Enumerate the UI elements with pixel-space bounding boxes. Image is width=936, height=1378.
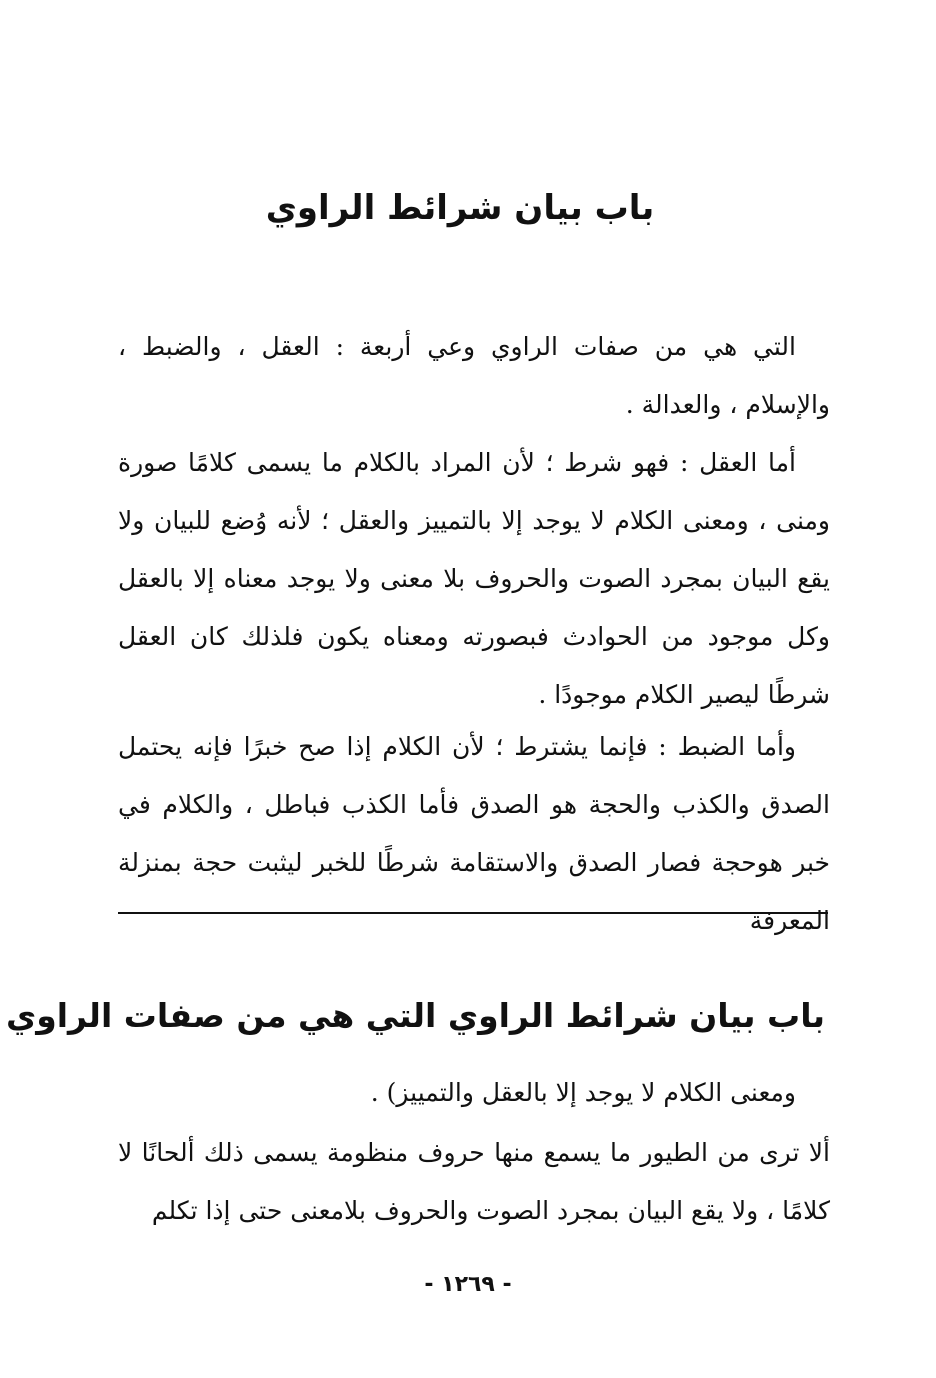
text-block-precision: [118, 718, 830, 950]
paragraph-quote: ومعنى الكلام لا يوجد إلا بالعقل والتمييز) .: [370, 1078, 796, 1107]
paragraph-precision: وأما الضبط : فإنما يشترط ؛ لأن الكلام إذا صح خبرًا فإنه يحتمل الصدق والكذب والحجة هو الصدق فأما الكذب فباطل ، والكلام في خبر هوحجة فصار الصدق والاستقامة شرطًا للخبر ليثبت حجة بمنزلة المعرفة: [118, 732, 830, 935]
text-block-reason: [118, 434, 830, 724]
page-number: - ١٢٦٩ -: [424, 1272, 512, 1297]
paragraph-intro: التي هي من صفات الراوي وعي أربعة : العقل ، والضبط ، والإسلام ، والعدالة .: [118, 332, 830, 419]
text-block-intro: [118, 318, 830, 434]
text-block-commentary: [118, 1124, 830, 1240]
text-block-quote: [118, 1064, 830, 1122]
commentary-heading: باب بيان شرائط الراوي التي هي من صفات الراوي: [5, 996, 825, 1035]
chapter-heading: باب بيان شرائط الراوي: [265, 188, 655, 228]
footnote-separator-line: [118, 912, 828, 914]
paragraph-reason: أما العقل : فهو شرط ؛ لأن المراد بالكلام ما يسمى كلامًا صورة ومنى ، ومعنى الكلام لا يوجد إلا بالتمييز والعقل ؛ لأنه وُضع للبيان ولا يقع البيان بمجرد الصوت والحروف بلا معنى ولا يوجد معناه إلا بالعقل وكل موجود من الحوادث فبصورته ومعناه يكون فلذلك كان العقل شرطًا ليصير الكلام موجودًا .: [118, 448, 830, 709]
paragraph-commentary: ألا ترى من الطيور ما يسمع منها حروف منظومة يسمى ذلك ألحانًا لا كلامًا ، ولا يقع البيان بمجرد الصوت والحروف بلامعنى حتى إذا تكلم: [118, 1138, 830, 1225]
